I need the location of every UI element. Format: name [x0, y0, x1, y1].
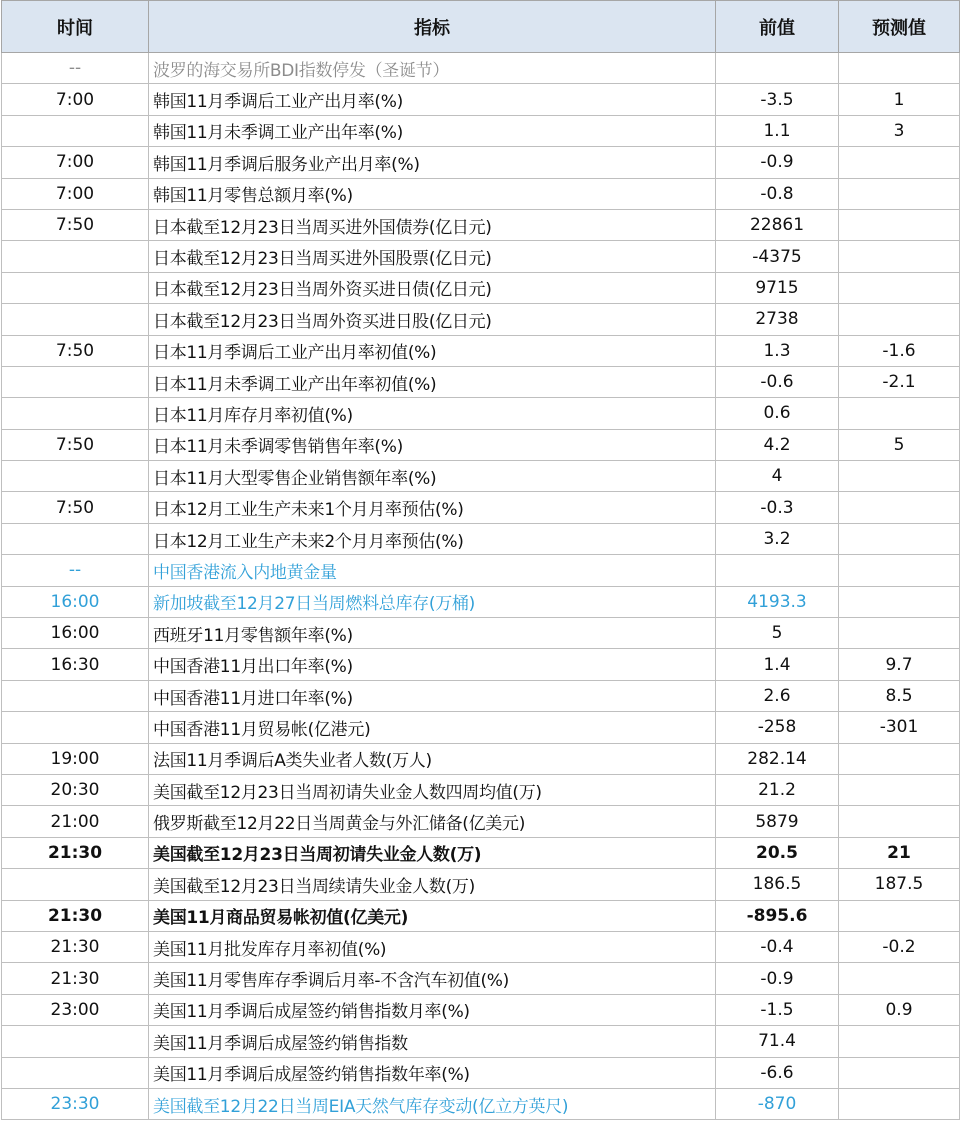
header-indicator: 指标: [149, 1, 716, 53]
cell-forecast: [839, 743, 960, 774]
cell-indicator: 韩国11月零售总额月率(%): [149, 178, 716, 209]
cell-indicator: 日本12月工业生产未来1个月月率预估(%): [149, 492, 716, 523]
table-row: [2, 837, 960, 868]
table-row: [2, 366, 960, 397]
cell-previous: -870: [716, 1088, 839, 1119]
cell-time: 21:00: [2, 806, 149, 837]
cell-indicator: 日本11月大型零售企业销售额年率(%): [149, 461, 716, 492]
cell-indicator: 美国11月商品贸易帐初值(亿美元): [149, 900, 716, 931]
cell-previous: 186.5: [716, 869, 839, 900]
cell-forecast: 0.9: [839, 994, 960, 1025]
cell-time: 7:50: [2, 209, 149, 240]
cell-forecast: [839, 586, 960, 617]
cell-indicator: 新加坡截至12月27日当周燃料总库存(万桶): [149, 586, 716, 617]
cell-forecast: [839, 241, 960, 272]
cell-indicator: 中国香港11月贸易帐(亿港元): [149, 712, 716, 743]
cell-forecast: [839, 1057, 960, 1088]
cell-indicator: 法国11月季调后A类失业者人数(万人): [149, 743, 716, 774]
cell-forecast: [839, 398, 960, 429]
table-row: [2, 680, 960, 711]
cell-time: [2, 304, 149, 335]
table-body: [2, 53, 960, 1120]
cell-forecast: -2.1: [839, 366, 960, 397]
cell-previous: 4193.3: [716, 586, 839, 617]
table-row: [2, 178, 960, 209]
cell-time: 21:30: [2, 900, 149, 931]
table-row: [2, 1026, 960, 1057]
cell-indicator: 日本截至12月23日当周外资买进日债(亿日元): [149, 272, 716, 303]
table-row: [2, 806, 960, 837]
cell-forecast: 5: [839, 429, 960, 460]
table-row: [2, 994, 960, 1025]
cell-forecast: 8.5: [839, 680, 960, 711]
cell-forecast: [839, 618, 960, 649]
cell-indicator: 日本截至12月23日当周买进外国债券(亿日元): [149, 209, 716, 240]
cell-time: [2, 1057, 149, 1088]
cell-previous: -0.4: [716, 931, 839, 962]
table-row: [2, 900, 960, 931]
cell-indicator: 日本11月库存月率初值(%): [149, 398, 716, 429]
cell-previous: -0.9: [716, 147, 839, 178]
cell-forecast: [839, 492, 960, 523]
table-row: [2, 398, 960, 429]
cell-forecast: -1.6: [839, 335, 960, 366]
cell-indicator: 中国香港流入内地黄金量: [149, 555, 716, 586]
cell-time: [2, 366, 149, 397]
table-row: [2, 147, 960, 178]
cell-forecast: 9.7: [839, 649, 960, 680]
cell-forecast: [839, 461, 960, 492]
cell-time: 23:00: [2, 994, 149, 1025]
cell-previous: 22861: [716, 209, 839, 240]
cell-time: [2, 272, 149, 303]
cell-indicator: 中国香港11月进口年率(%): [149, 680, 716, 711]
cell-time: [2, 680, 149, 711]
cell-time: 20:30: [2, 774, 149, 805]
cell-forecast: [839, 555, 960, 586]
cell-indicator: 西班牙11月零售额年率(%): [149, 618, 716, 649]
cell-previous: 2738: [716, 304, 839, 335]
table-row: [2, 618, 960, 649]
cell-previous: [716, 53, 839, 84]
table-row: [2, 115, 960, 146]
table-row: [2, 1088, 960, 1119]
cell-time: [2, 398, 149, 429]
cell-time: 21:30: [2, 837, 149, 868]
table-row: [2, 712, 960, 743]
cell-previous: 4: [716, 461, 839, 492]
table-row: [2, 53, 960, 84]
cell-indicator: 美国截至12月23日当周续请失业金人数(万): [149, 869, 716, 900]
cell-time: --: [2, 555, 149, 586]
cell-indicator: 美国11月批发库存月率初值(%): [149, 931, 716, 962]
cell-previous: 5: [716, 618, 839, 649]
cell-previous: 20.5: [716, 837, 839, 868]
cell-previous: 4.2: [716, 429, 839, 460]
cell-previous: 282.14: [716, 743, 839, 774]
cell-forecast: [839, 272, 960, 303]
cell-indicator: 日本截至12月23日当周外资买进日股(亿日元): [149, 304, 716, 335]
cell-forecast: 3: [839, 115, 960, 146]
cell-forecast: [839, 53, 960, 84]
cell-time: 16:30: [2, 649, 149, 680]
cell-previous: 9715: [716, 272, 839, 303]
table-row: [2, 523, 960, 554]
cell-previous: 1.3: [716, 335, 839, 366]
table-row: [2, 209, 960, 240]
table-row: [2, 241, 960, 272]
table-row: [2, 931, 960, 962]
cell-time: 19:00: [2, 743, 149, 774]
cell-time: 16:00: [2, 618, 149, 649]
cell-indicator: 俄罗斯截至12月22日当周黄金与外汇储备(亿美元): [149, 806, 716, 837]
cell-indicator: 韩国11月季调后工业产出月率(%): [149, 84, 716, 115]
cell-indicator: 美国截至12月23日当周初请失业金人数(万): [149, 837, 716, 868]
cell-forecast: [839, 900, 960, 931]
cell-indicator: 韩国11月季调后服务业产出月率(%): [149, 147, 716, 178]
cell-time: 7:00: [2, 147, 149, 178]
cell-time: 7:50: [2, 335, 149, 366]
cell-previous: 5879: [716, 806, 839, 837]
cell-indicator: 中国香港11月出口年率(%): [149, 649, 716, 680]
cell-time: --: [2, 53, 149, 84]
table-row: [2, 461, 960, 492]
cell-forecast: -301: [839, 712, 960, 743]
cell-previous: 3.2: [716, 523, 839, 554]
cell-forecast: [839, 147, 960, 178]
cell-previous: -1.5: [716, 994, 839, 1025]
cell-forecast: [839, 178, 960, 209]
cell-forecast: [839, 1088, 960, 1119]
table-header-row: [2, 1, 960, 53]
table-row: [2, 304, 960, 335]
table-row: [2, 429, 960, 460]
table-row: [2, 335, 960, 366]
header-forecast: 预测值: [839, 1, 960, 53]
cell-previous: -0.6: [716, 366, 839, 397]
cell-previous: -3.5: [716, 84, 839, 115]
cell-forecast: [839, 209, 960, 240]
cell-indicator: 波罗的海交易所BDI指数停发（圣诞节）: [149, 53, 716, 84]
table-row: [2, 1057, 960, 1088]
cell-indicator: 日本12月工业生产未来2个月月率预估(%): [149, 523, 716, 554]
cell-indicator: 韩国11月未季调工业产出年率(%): [149, 115, 716, 146]
cell-previous: 1.4: [716, 649, 839, 680]
cell-indicator: 美国11月季调后成屋签约销售指数: [149, 1026, 716, 1057]
cell-time: 7:50: [2, 429, 149, 460]
cell-time: [2, 461, 149, 492]
cell-indicator: 日本11月未季调工业产出年率初值(%): [149, 366, 716, 397]
cell-forecast: [839, 523, 960, 554]
cell-forecast: 187.5: [839, 869, 960, 900]
cell-time: [2, 523, 149, 554]
cell-previous: -4375: [716, 241, 839, 272]
table-row: [2, 963, 960, 994]
cell-previous: 1.1: [716, 115, 839, 146]
table-row: [2, 586, 960, 617]
cell-time: [2, 712, 149, 743]
cell-time: 7:50: [2, 492, 149, 523]
cell-forecast: 21: [839, 837, 960, 868]
cell-indicator: 美国11月季调后成屋签约销售指数年率(%): [149, 1057, 716, 1088]
cell-previous: [716, 555, 839, 586]
cell-time: [2, 115, 149, 146]
cell-indicator: 美国截至12月22日当周EIA天然气库存变动(亿立方英尺): [149, 1088, 716, 1119]
cell-previous: 2.6: [716, 680, 839, 711]
cell-time: 7:00: [2, 178, 149, 209]
table-row: [2, 84, 960, 115]
header-time: 时间: [2, 1, 149, 53]
table-row: [2, 774, 960, 805]
cell-previous: -0.9: [716, 963, 839, 994]
cell-forecast: -0.2: [839, 931, 960, 962]
cell-indicator: 日本11月季调后工业产出月率初值(%): [149, 335, 716, 366]
cell-forecast: [839, 806, 960, 837]
cell-time: [2, 869, 149, 900]
table-row: [2, 272, 960, 303]
table-row: [2, 555, 960, 586]
cell-forecast: [839, 774, 960, 805]
table-row: [2, 743, 960, 774]
cell-forecast: [839, 963, 960, 994]
cell-time: 21:30: [2, 963, 149, 994]
table-row: [2, 649, 960, 680]
cell-time: 7:00: [2, 84, 149, 115]
cell-time: [2, 241, 149, 272]
table-row: [2, 869, 960, 900]
cell-previous: -0.3: [716, 492, 839, 523]
cell-time: [2, 1026, 149, 1057]
cell-indicator: 美国截至12月23日当周初请失业金人数四周均值(万): [149, 774, 716, 805]
economic-calendar-table: [1, 0, 960, 1120]
cell-indicator: 美国11月季调后成屋签约销售指数月率(%): [149, 994, 716, 1025]
cell-indicator: 日本11月未季调零售销售年率(%): [149, 429, 716, 460]
cell-previous: 21.2: [716, 774, 839, 805]
cell-previous: -258: [716, 712, 839, 743]
cell-forecast: [839, 304, 960, 335]
cell-previous: -6.6: [716, 1057, 839, 1088]
header-previous: 前值: [716, 1, 839, 53]
cell-forecast: 1: [839, 84, 960, 115]
cell-time: 21:30: [2, 931, 149, 962]
cell-previous: 0.6: [716, 398, 839, 429]
cell-time: 16:00: [2, 586, 149, 617]
cell-forecast: [839, 1026, 960, 1057]
cell-indicator: 美国11月零售库存季调后月率-不含汽车初值(%): [149, 963, 716, 994]
table-row: [2, 492, 960, 523]
cell-previous: -895.6: [716, 900, 839, 931]
cell-previous: -0.8: [716, 178, 839, 209]
cell-time: 23:30: [2, 1088, 149, 1119]
cell-indicator: 日本截至12月23日当周买进外国股票(亿日元): [149, 241, 716, 272]
cell-previous: 71.4: [716, 1026, 839, 1057]
